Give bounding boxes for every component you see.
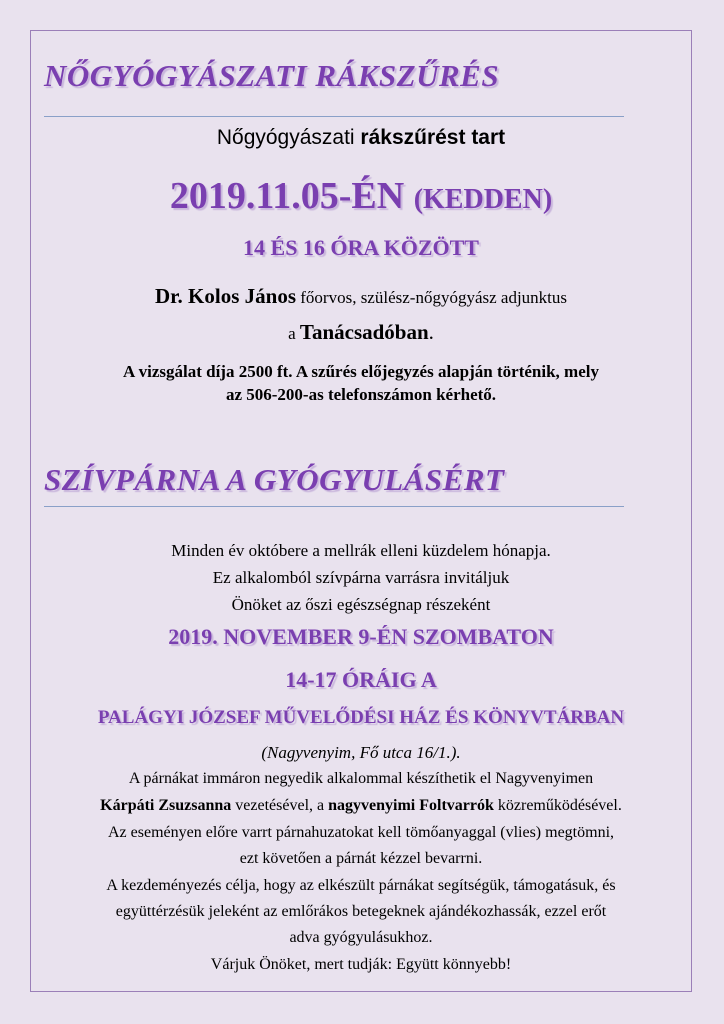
organizer-name: Kárpáti Zsuzsanna — [100, 797, 232, 814]
date-day: (KEDDEN) — [413, 184, 553, 215]
pillow-intro-1: Minden év októbere a mellrák elleni küzdelem hónapja. — [171, 541, 551, 560]
fee-line-2: az 506-200-as telefonszámon kérhető. — [225, 385, 497, 404]
pillow-closing: Várjuk Önöket, mert tudják: Együtt könnyebb! — [210, 956, 512, 973]
pillow-body-4: ezt követően a párnát kézzel bevarrni. — [239, 850, 483, 867]
location-name: Tanácsadóban — [299, 320, 429, 344]
intro-text: Nőgyógyászati — [216, 126, 361, 149]
heading-divider — [44, 116, 624, 117]
pillow-date: 2019. NOVEMBER 9-ÉN SZOMBATON — [168, 624, 554, 649]
body2-end: közreműködésével. — [493, 797, 622, 814]
pillow-time: 14-17 ÓRÁIG A — [285, 667, 437, 692]
location-suffix: . — [428, 320, 434, 344]
screening-intro — [30, 126, 692, 150]
pillow-intro-3: Önöket az őszi egészségnap részeként — [231, 595, 491, 614]
pillow-body-5: A kezdeményezés célja, hogy az elkészült párnákat segítségük, támogatásuk, és — [106, 877, 616, 894]
screening-date — [30, 174, 692, 218]
fee-line-1: A vizsgálat díja 2500 ft. A szűrés előjegyzés alapján történik, mely — [123, 362, 599, 381]
location-prefix: a — [288, 324, 300, 343]
pillow-body-2 — [30, 797, 692, 815]
pillow-body-1: A párnákat immáron negyedik alkalommal készíthetik el Nagyvenyimen — [128, 770, 594, 787]
pillow-body-3: Az eseményen előre varrt párnahuzatokat kell tömőanyaggal (vlies) megtömni, — [107, 824, 615, 841]
date-main: 2019.11.05-ÉN — [169, 175, 405, 217]
pillow-body-6: együttérzésük jeleként az emlőrákos betegeknek ajándékozhassák, ezzel erőt — [115, 903, 607, 920]
group-name: nagyvenyimi Foltvarrók — [328, 797, 494, 814]
doctor-title: főorvos, szülész-nőgyógyász adjunktus — [296, 288, 568, 307]
location-line — [30, 320, 692, 345]
pillow-address: (Nagyvenyim, Fő utca 16/1.). — [261, 743, 461, 762]
intro-bold-text: rákszűrést tart — [360, 126, 506, 149]
doctor-name: Dr. Kolos János — [154, 284, 296, 308]
pillow-body-7: adva gyógyulásukhoz. — [289, 929, 433, 946]
pillow-intro-2: Ez alkalomból szívpárna varrásra invitáljuk — [212, 568, 510, 587]
screening-time: 14 ÉS 16 ÓRA KÖZÖTT — [243, 235, 479, 260]
section-heading-screening: NŐGYÓGYÁSZATI RÁKSZŰRÉS — [44, 58, 500, 93]
section-heading-heart-pillow: SZÍVPÁRNA A GYÓGYULÁSÉRT — [44, 462, 505, 497]
body2-mid: vezetésével, a — [231, 797, 329, 814]
doctor-line — [30, 284, 692, 309]
pillow-venue: PALÁGYI JÓZSEF MŰVELŐDÉSI HÁZ ÉS KÖNYVTÁRBAN — [97, 707, 625, 728]
heading-divider — [44, 506, 624, 507]
